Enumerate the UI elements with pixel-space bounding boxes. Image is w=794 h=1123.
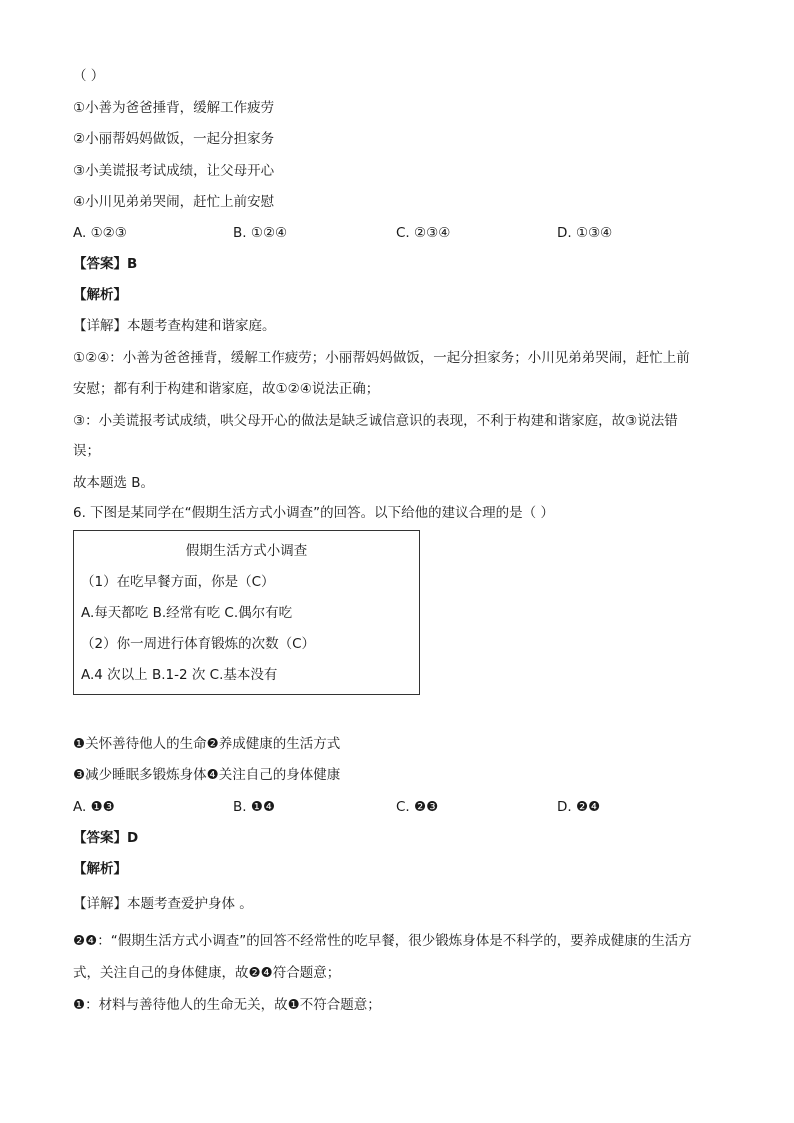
survey-options-2: A.4 次以上 B.1-2 次 C.基本没有 bbox=[81, 667, 278, 683]
statement-4: ④小川见弟弟哭闹，赶忙上前安慰 bbox=[73, 194, 275, 210]
answer-parentheses: （ ） bbox=[73, 68, 105, 84]
statement-line: ❸减少睡眠多锻炼身体❹关注自己的身体健康 bbox=[73, 767, 341, 783]
option-c: C. ②③④ bbox=[396, 225, 451, 241]
statement-2: ②小丽帮妈妈做饭，一起分担家务 bbox=[73, 131, 275, 147]
statement-1: ①小善为爸爸捶背，缓解工作疲劳 bbox=[73, 100, 275, 116]
analysis-label: 【解析】 bbox=[73, 287, 127, 303]
option-a: A. ①②③ bbox=[73, 225, 127, 241]
answer-label: 【答案】D bbox=[73, 830, 139, 846]
analysis-label: 【解析】 bbox=[73, 861, 127, 877]
detail-intro: 【详解】本题考查构建和谐家庭。 bbox=[73, 318, 276, 334]
explanation-line: 安慰；都有利于构建和谐家庭，故①②④说法正确； bbox=[73, 381, 380, 397]
option-c: C. ❷❸ bbox=[396, 799, 439, 815]
explanation-line: ③：小美谎报考试成绩，哄父母开心的做法是缺乏诚信意识的表现，不利于构建和谐家庭，故③说法错 bbox=[73, 413, 678, 429]
option-d: D. ①③④ bbox=[557, 225, 613, 241]
explanation-line: 式，关注自己的身体健康，故❷❹符合题意； bbox=[73, 965, 341, 981]
question-stem: 6. 下图是某同学在“假期生活方式小调查”的回答。以下给他的建议合理的是（ ） bbox=[73, 505, 554, 521]
survey-options-1: A.每天都吃 B.经常有吃 C.偶尔有吃 bbox=[81, 605, 293, 621]
option-b: B. ①②④ bbox=[233, 225, 288, 241]
conclusion: 故本题选 B。 bbox=[73, 475, 155, 491]
survey-title: 假期生活方式小调查 bbox=[185, 543, 308, 559]
explanation-line: ①②④：小善为爸爸捶背，缓解工作疲劳；小丽帮妈妈做饭，一起分担家务；小川见弟弟哭闹，赶忙上前 bbox=[73, 350, 690, 366]
option-a: A. ❶❸ bbox=[73, 799, 115, 815]
explanation-line: ❶：材料与善待他人的生命无关，故❶不符合题意； bbox=[73, 997, 381, 1013]
option-b: B. ❶❹ bbox=[233, 799, 276, 815]
statement-3: ③小美谎报考试成绩，让父母开心 bbox=[73, 163, 275, 179]
survey-question-2: （2）你一周进行体育锻炼的次数（C） bbox=[81, 636, 316, 652]
answer-label: 【答案】B bbox=[73, 256, 138, 272]
statement-line: ❶关怀善待他人的生命❷养成健康的生活方式 bbox=[73, 736, 341, 752]
survey-box bbox=[73, 530, 420, 695]
detail-intro: 【详解】本题考查爱护身体 。 bbox=[73, 896, 253, 912]
explanation-line: 误； bbox=[73, 443, 100, 459]
survey-question-1: （1）在吃早餐方面，你是（C） bbox=[81, 574, 275, 590]
explanation-line: ❷❹：“假期生活方式小调查”的回答不经常性的吃早餐，很少锻炼身体是不科学的，要养成健康的生活方 bbox=[73, 933, 692, 949]
option-d: D. ❷❹ bbox=[557, 799, 601, 815]
